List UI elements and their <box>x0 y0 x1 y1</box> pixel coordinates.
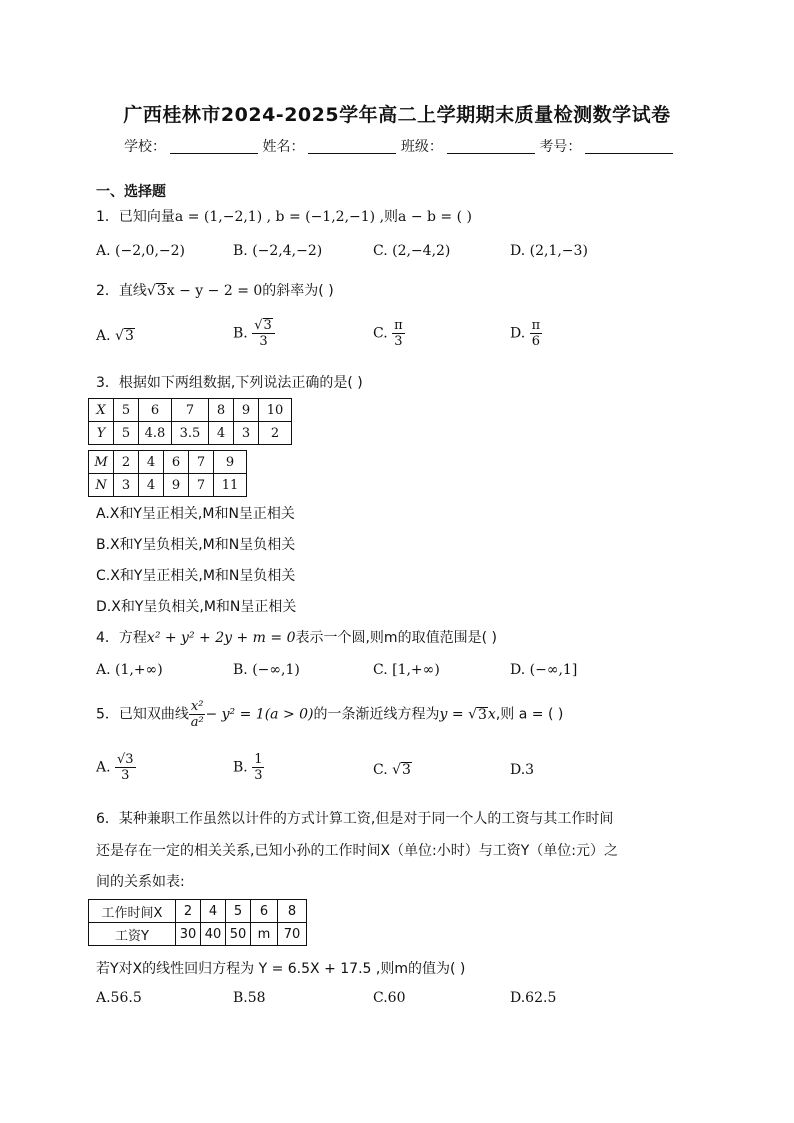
q5-frac-num: x² <box>190 699 204 714</box>
q5-asymptote-radicand: 3 <box>478 706 487 723</box>
q3-table-mn-cell: 4 <box>139 474 164 497</box>
q6-table-cell: 工作时间X <box>89 900 176 923</box>
q5-fraction <box>189 699 206 730</box>
q5-b-fraction <box>252 752 264 783</box>
section-title: 一、选择题 <box>96 184 166 200</box>
q4-option-b[interactable]: B. (−∞,1) <box>233 662 300 678</box>
school-label: 学校： <box>124 139 166 155</box>
q3-table-xy-cell: 5 <box>114 399 139 422</box>
q2-c-fraction <box>392 318 405 349</box>
q6-table-cell: 50 <box>226 923 251 946</box>
q6-table-cell: 5 <box>226 900 251 923</box>
q6-line-2: 还是存在一定的相关关系,已知小孙的工作时间X（单位:小时）与工资Y（单位:元）之 <box>96 843 619 859</box>
q5-option-a[interactable] <box>96 752 136 783</box>
q2-b-numerator: 3 <box>263 318 272 333</box>
q3-table-xy-cell: 4.8 <box>139 422 172 445</box>
q3-option-b[interactable]: B.X和Y呈负相关,M和N呈负相关 <box>96 537 296 553</box>
q6-table-cell: 工资Y <box>89 923 176 946</box>
q6-line-1: 6．某种兼职工作虽然以计件的方式计算工资,但是对于同一个人的工资与其工作时间 <box>96 811 614 827</box>
q2-b-denominator: 3 <box>259 334 268 349</box>
q3-table-mn-cell: 9 <box>214 451 247 474</box>
q1-option-b[interactable]: B. (−2,4,−2) <box>233 243 323 259</box>
q6-table-cell: 4 <box>201 900 226 923</box>
q5-c-label: C. <box>373 762 388 778</box>
q2-equation: x − y − 2 = 0 <box>166 283 263 299</box>
q4-stem-tail: 表示一个圆,则m的取值范围是( ) <box>295 630 497 646</box>
q2-c-numerator: π <box>394 318 403 333</box>
q3-table-xy-cell: 3 <box>234 422 259 445</box>
q2-option-a[interactable]: A. √3 <box>96 328 134 344</box>
q1-vectors: a = (1,−2,1) , b = (−1,2,−1) ,则 <box>174 209 399 225</box>
q5-a-fraction <box>115 752 136 783</box>
q6-option-d[interactable]: D.62.5 <box>510 990 557 1006</box>
q3-option-d[interactable]: D.X和Y呈负相关,M和N呈正相关 <box>96 599 297 615</box>
q6-table-row <box>89 923 307 946</box>
q5-option-d[interactable]: D.3 <box>510 762 535 778</box>
number-blank <box>585 139 673 154</box>
q6-table-cell: 40 <box>201 923 226 946</box>
q1-paren: = ( ) <box>435 209 472 225</box>
q2-b-fraction: $\frac{√3}{3}$ <box>252 318 275 349</box>
q6-line-3: 间的关系如表: <box>96 874 185 890</box>
q2-stem-text: 2．直线 <box>96 283 147 299</box>
q3-table-mn-cell: 3 <box>114 474 139 497</box>
q2-option-d[interactable] <box>510 318 542 349</box>
question-1-options <box>96 243 696 273</box>
q5-option-c[interactable]: C. √3 <box>373 762 411 778</box>
q3-table-xy-cell: X <box>89 399 114 422</box>
q2-d-denominator: 6 <box>531 334 541 349</box>
q1-stem-text: 1．已知向量 <box>96 209 175 225</box>
q3-table-mn-cell: 6 <box>164 451 189 474</box>
q5-a-numerator: √3 <box>117 752 134 767</box>
q5-a-denominator: 3 <box>121 768 130 783</box>
q2-d-fraction <box>530 318 543 349</box>
q3-table-xy-cell: 3.5 <box>172 422 209 445</box>
student-info-line <box>124 136 673 156</box>
q3-table-xy-row <box>89 399 292 422</box>
q3-table-mn <box>88 450 247 497</box>
q4-stem-text: 4．方程 <box>96 630 147 646</box>
q3-table-xy-cell: 8 <box>209 399 234 422</box>
q6-option-c[interactable]: C.60 <box>373 990 406 1006</box>
q5-equation: − y² = 1(a > 0) <box>205 706 314 723</box>
class-blank <box>447 139 535 154</box>
q5-stem-mid: 的一条渐近线方程为 <box>313 706 440 723</box>
q1-expression: a − b <box>398 209 436 225</box>
question-4-options <box>96 662 696 692</box>
q2-c-label: C. <box>373 325 388 342</box>
q6-table <box>88 899 307 946</box>
q3-table-xy-cell: 9 <box>234 399 259 422</box>
question-5-stem: 5．已知双曲线 $\frac{\text{x²}}{\text{a²}}$ − y² = 1(a > 0)的一条渐近线方程为y = √3x,则 a = ( ) <box>96 699 564 730</box>
q3-table-xy-cell: Y <box>89 422 114 445</box>
q5-b-label: B. <box>233 759 248 776</box>
q3-option-c[interactable]: C.X和Y呈正相关,M和N呈负相关 <box>96 568 296 584</box>
q5-stem-text: 5．已知双曲线 <box>96 706 189 723</box>
q3-table-xy-cell: 2 <box>259 422 292 445</box>
q5-b-numerator: 1 <box>254 752 263 767</box>
q6-table-cell: 2 <box>176 900 201 923</box>
question-6-options <box>96 990 696 1020</box>
q3-table-mn-cell: 11 <box>214 474 247 497</box>
q6-table-cell: 8 <box>278 900 307 923</box>
q2-option-b[interactable] <box>233 318 275 349</box>
q2-c-denominator: 3 <box>394 334 403 349</box>
q4-equation: x² + y² + 2y + m = 0 <box>146 630 296 646</box>
q5-stem-tail: ,则 a = ( ) <box>495 706 564 723</box>
q4-option-a[interactable]: A. (1,+∞) <box>96 662 163 678</box>
q2-a-radicand: 3 <box>124 328 134 344</box>
q2-option-c[interactable] <box>373 318 405 349</box>
q3-option-a[interactable]: A.X和Y呈正相关,M和N呈正相关 <box>96 506 295 522</box>
q5-asymptote-y: y = <box>439 706 469 723</box>
q4-option-d[interactable]: D. (−∞,1] <box>510 662 578 678</box>
q3-table-xy-cell: 5 <box>114 422 139 445</box>
q3-table-mn-cell: 7 <box>189 474 214 497</box>
q3-table-xy-cell: 10 <box>259 399 292 422</box>
q2-a-label: A. <box>96 328 111 344</box>
q5-asymptote-x: x <box>487 706 496 723</box>
class-label: 班级： <box>400 139 443 155</box>
q4-option-c[interactable]: C. [1,+∞) <box>373 662 440 678</box>
question-5-options <box>96 752 696 796</box>
question-6-stem: 若Y对X的线性回归方程为 Y = 6.5X + 17.5 ,则m的值为( ) <box>96 961 466 977</box>
q5-c-radicand: 3 <box>402 762 411 778</box>
q6-option-b[interactable]: B.58 <box>233 990 266 1006</box>
q3-table-mn-row <box>89 451 247 474</box>
name-label: 姓名： <box>262 139 305 155</box>
q3-table-xy-cell: 7 <box>172 399 209 422</box>
q3-table-mn-cell: M <box>89 451 114 474</box>
q1-option-a[interactable]: A. (−2,0,−2) <box>96 243 186 259</box>
q6-table-cell: m <box>251 923 278 946</box>
q3-table-xy-row <box>89 422 292 445</box>
q1-option-d[interactable]: D. (2,1,−3) <box>510 243 588 259</box>
q6-table-cell: 30 <box>176 923 201 946</box>
q5-option-b[interactable] <box>233 752 264 783</box>
school-blank <box>170 139 258 154</box>
q2-d-label: D. <box>510 325 526 342</box>
q2-radicand: 3 <box>156 283 166 299</box>
q3-table-xy-cell: 6 <box>139 399 172 422</box>
question-3-stem: 3．根据如下两组数据,下列说法正确的是( ) <box>96 375 363 391</box>
q2-stem-tail: 的斜率为( ) <box>262 283 334 299</box>
q6-table-row <box>89 900 307 923</box>
name-blank <box>308 139 396 154</box>
q5-a-label: A. <box>96 759 111 776</box>
q3-table-mn-row <box>89 474 247 497</box>
q3-table-mn-cell: N <box>89 474 114 497</box>
q3-table-xy-cell: 4 <box>209 422 234 445</box>
q6-option-a[interactable]: A.56.5 <box>96 990 142 1006</box>
q2-b-label: B. <box>233 325 248 342</box>
q3-table-xy <box>88 398 292 445</box>
q6-table-cell: 70 <box>278 923 307 946</box>
q3-table-mn-cell: 4 <box>139 451 164 474</box>
q5-b-denominator: 3 <box>254 768 263 783</box>
number-label: 考号： <box>539 139 582 155</box>
q3-table-mn-cell: 9 <box>164 474 189 497</box>
q3-table-mn-cell: 7 <box>189 451 214 474</box>
q2-d-numerator: π <box>531 318 541 333</box>
page-title: 广西桂林市2024-2025学年高二上学期期末质量检测数学试卷 <box>123 104 671 126</box>
q5-frac-den: a² <box>190 715 204 730</box>
question-2-options <box>96 318 696 362</box>
q3-table-mn-cell: 2 <box>114 451 139 474</box>
q1-option-c[interactable]: C. (2,−4,2) <box>373 243 451 259</box>
question-2-stem: 2．直线√3x − y − 2 = 0的斜率为( ) <box>96 283 334 299</box>
question-1-stem <box>96 206 472 226</box>
q6-table-cell: 6 <box>251 900 278 923</box>
question-4-stem <box>96 627 497 647</box>
